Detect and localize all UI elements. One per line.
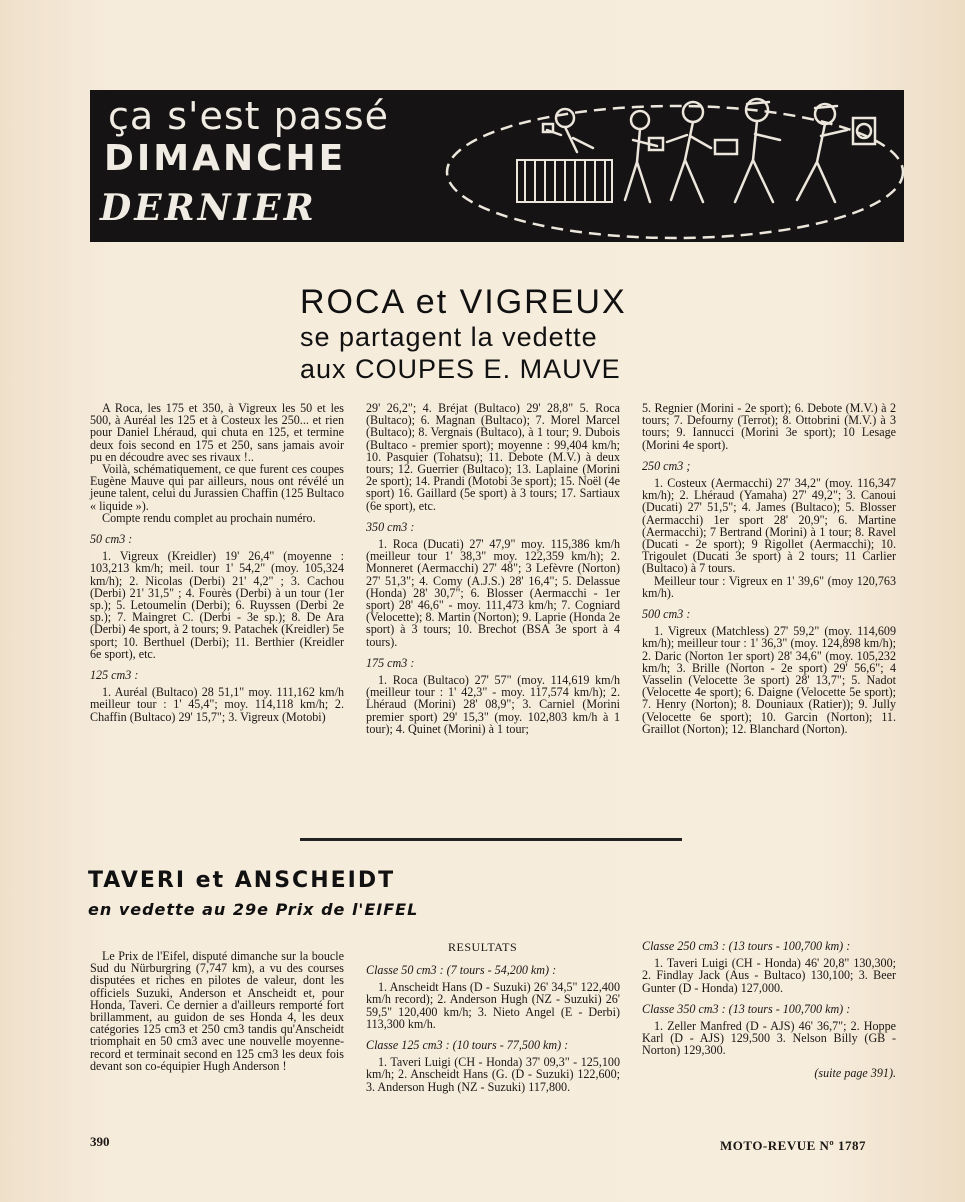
class-125-results: 1. Auréal (Bultaco) 28 51,1" moy. 111,162 km/h meilleur tour : 1' 45,4"; moy. 114,118 km/h; 2. Chaffin (Bultaco) 29' 15,7"; 3. Vigreux (Motobi) [90,685,344,724]
class-350-heading: 350 cm3 : [366,519,415,534]
article-title: ROCA et VIGREUX [300,283,627,321]
eifel-350-heading: Classe 350 cm3 : (13 tours - 100,700 km) : [642,1001,851,1016]
eifel-250-heading: Classe 250 cm3 : (13 tours - 100,700 km) : [642,939,851,953]
results-column-1 [366,962,620,1093]
report-note: Compte rendu complet au prochain numéro. [102,510,316,525]
page-number: 390 [90,1134,110,1149]
spectators-illustration [435,90,904,242]
class-250-heading: 250 cm3 ; [642,458,691,473]
class-250-results: 1. Costeux (Aermacchi) 27' 34,2" (moy. 116,347 km/h); 2. Lhéraud (Yamaha) 27' 49,2"; 3. Canoui (Ducati) 27' 51,5"; 4. James (Bultaco); 5. Blosser (Aermacchi) 1er sport 28' 20,9"; 6. Martine (Aermacchi); 7 Bertrand (Morini) à 1 tour; 8. Ravel (Ducati - 2e sport); 9 Rigollet (Aermacchi); 10. Trigoulet (Ducati 3e sport) à 2 tours; 11 Carlier (Bultaco) à 7 tours. [642,476,896,576]
article2-title: TAVERI et ANSCHEIDT [88,868,396,893]
class-175-results: 1. Roca (Bultaco) 27' 57" (moy. 114,619 km/h (meilleur tour : 1' 42,3" - moy. 117,574 km/h); 2. Lhéraud (Morini) 28' 08,9"; 3. Carniel (Morini premier sport) 29' 15,3" (moy. 102,803 km/h à 1 tour); 4. Quinet (Morini) à 1 tour; [366,673,620,736]
eifel-125-results: 1. Taveri Luigi (CH - Honda) 37' 09,3" - 125,100 km/h; 2. Anscheidt Hans (G. (D - Suzuki) 122,600; 3. Anderson Hugh (NZ - Suzuki) 117,800. [366,1055,620,1094]
section-divider [300,838,682,841]
article-column-2 [366,402,620,735]
class-500-heading: 500 cm3 : [642,607,691,622]
article2-subtitle: en vedette au 29e Prix de l'EIFEL [88,900,419,919]
class-50-results: 1. Vigreux (Kreidler) 19' 26,4" (moyenne : 103,213 km/h; meil. tour 1' 54,2" (moy. 105,324 km/h); 2. Nicolas (Derbi) 21' 4,2" ; 3. Cachou (Derbi) 21' 31,5" ; 4. Fourès (Derbi) à un tour (1er sp.); 5. Letoumelin (Derbi); 6. Ruyssen (Derbi 2e sp.); 7. Maingret C. (Derbi - 3e sp.); 8. De Ara (Derbi) 4e sport, à 2 tours; 9. Patachek (Kreidler) 5e sport; 10. Berthuel (Derbi); 11. Berthier (Kreidler 6e sport), etc. [90,549,344,661]
banner-line-3: DERNIER [100,187,317,229]
banner-line-2: DIMANCHE [104,138,347,179]
class-50-heading: 50 cm3 : [90,532,133,547]
eifel-50-heading: Classe 50 cm3 : (7 tours - 54,200 km) : [366,963,557,977]
article-column-3 [642,402,896,735]
class-250-best-lap: Meilleur tour : Vigreux en 1' 39,6" (moy 120,763 km/h). [642,573,896,600]
intro-paragraph: A Roca, les 175 et 350, à Vigreux les 50 et les 500, à Auréal les 125 et à Costeux les 250... et rien pour Daniel Lhéraud, qui chuta en 125, et termine deux fois second en 175 et 250, sans jamais avoir pu en découdre avec ses rivaux !.. [90,401,344,464]
eifel-125-heading: Classe 125 cm3 : (10 tours - 77,500 km) : [366,1038,569,1053]
class-125-heading: 125 cm3 : [90,668,139,683]
article-subtitle-1: se partagent la vedette [300,322,598,352]
article2-intro: Le Prix de l'Eifel, disputé dimanche sur la boucle Sud du Nürburgring (7,747 km), a vu des courses disputées et riches en pilotes de valeur, dont les officiels Suzuki, Anderson et Anscheidt et, pour Honda, Taveri. Ce dernier a d'ailleurs remporté fort brillamment, au guidon de ses Honda 4, les deux catégories 125 cm3 et 250 cm3 tandis qu'Anscheidt triomphait en 50 cm3 avec une nouvelle moyenne-record et terminait second en 125 cm3 les deux fois devant son co-équipier Hugh Anderson ! [90,949,344,1073]
banner-line-1: ça s'est passé [108,94,390,138]
eifel-250-results: 1. Taveri Luigi (CH - Honda) 46' 20,8" 130,300; 2. Findlay Jack (Aus - Bultaco) 130,100; 3. Beer Gunter (D - Honda) 127,000. [642,956,896,995]
class-350-results: 1. Roca (Ducati) 27' 47,9" moy. 115,386 km/h (meilleur tour 1' 38,3" moy. 122,359 km/h); 2. Monneret (Aermacchi) 27' 48"; 3 Lefèvre (Norton) 27' 51,3"; 4. Comy (A.J.S.) 28' 16,4"; 5. Delassue (Honda) 28' 30,7"; 6. Blosser (Aermacchi - 1er sport) 28' 46,6" - moy. 111,473 km/h; 7. Cogniard (Velocette); 8. Martin (Norton); 9. Laprie (Honda 2e sport) à 3 tours; 10. Brechot (BSA 3e sport à 4 tours). [366,537,620,649]
section-banner [90,90,904,242]
article-column-1 [90,402,344,723]
class-125-results-continued: 29' 26,2"; 4. Bréjat (Bultaco) 29' 28,8" 5. Roca (Bultaco); 6. Magnan (Bultaco); 7. Morel Marcel (Bultaco); 8. Vergnais (Bultaco), à 1 tour; 9. Dubois (Bultaco - premier sport); moyenne : 99,404 km/h; 10. Pasquier (Tohatsu); 11. Debote (M.V.) à deux tours; 12. Guerrier (Bultaco); 13. Laplaine (Morini 2e sport); 14. Prandi (Motobi 3e sport); 15. Noël (4e sport) 16. Gaillard (5e sport) à 3 tours; 17. Sartiaux (6e sport), etc. [366,401,620,513]
article-subtitle-2: aux COUPES E. MAUVE [300,354,621,384]
summary-paragraph: Voilà, schématiquement, ce que furent ces coupes Eugène Mauve qui par ailleurs, nous ont révélé un jeune talent, celui du Jurassien Chaffin (125 Bultaco « liquide »). [90,462,344,513]
class-500-results: 1. Vigreux (Matchless) 27' 59,2" (moy. 114,609 km/h); meilleur tour : 1' 36,3" (moy. 124,898 km/h); 2. Daric (Norton 1er sport) 28' 34,6" (moy. 105,232 km/h; 3. Brille (Norton - 2e sport) 29' 56,6"; 4 Vasselin (Velocette 3e sport) 28' 13,7"; 5. Nadot (Velocette 4e sport); 6. Daigne (Velocette 5e sport); 7. Henry (Norton); 8. Douniaux (Ratier)); 9. Jully (Velocette 6e sport); 10. Garcin (Norton); 11. Graillot (Norton); 12. Blanchard (Norton). [642,624,896,736]
class-175-results-continued: 5. Regnier (Morini - 2e sport); 6. Debote (M.V.) à 2 tours; 7. Defourny (Terrot); 8. Ottobrini (M.V.) à 3 tours; 9. Iannucci (Morini 3e sport); 10 Lesage (Morini 4e sport). [642,401,896,452]
eifel-350-results: 1. Zeller Manfred (D - AJS) 46' 36,7"; 2. Hoppe Karl (D - AJS) 129,500 3. Nelson Billy (GB - Norton) 129,300. [642,1019,896,1058]
continued-note: (suite page 391). [814,1065,896,1080]
magazine-footer: MOTO-REVUE Nº 1787 [720,1138,866,1153]
eifel-50-results: 1. Anscheidt Hans (D - Suzuki) 26' 34,5" 122,400 km/h record); 2. Anderson Hugh (NZ - Suzuki) 26' 59,5" 120,400 km/h; 3. Nieto Angel (E - Derbi) 113,300 km/h. [366,980,620,1031]
class-175-heading: 175 cm3 : [366,655,415,670]
results-column-2 [642,938,896,1084]
article2-intro-column [90,950,344,1072]
results-heading: RESULTATS [448,940,518,954]
